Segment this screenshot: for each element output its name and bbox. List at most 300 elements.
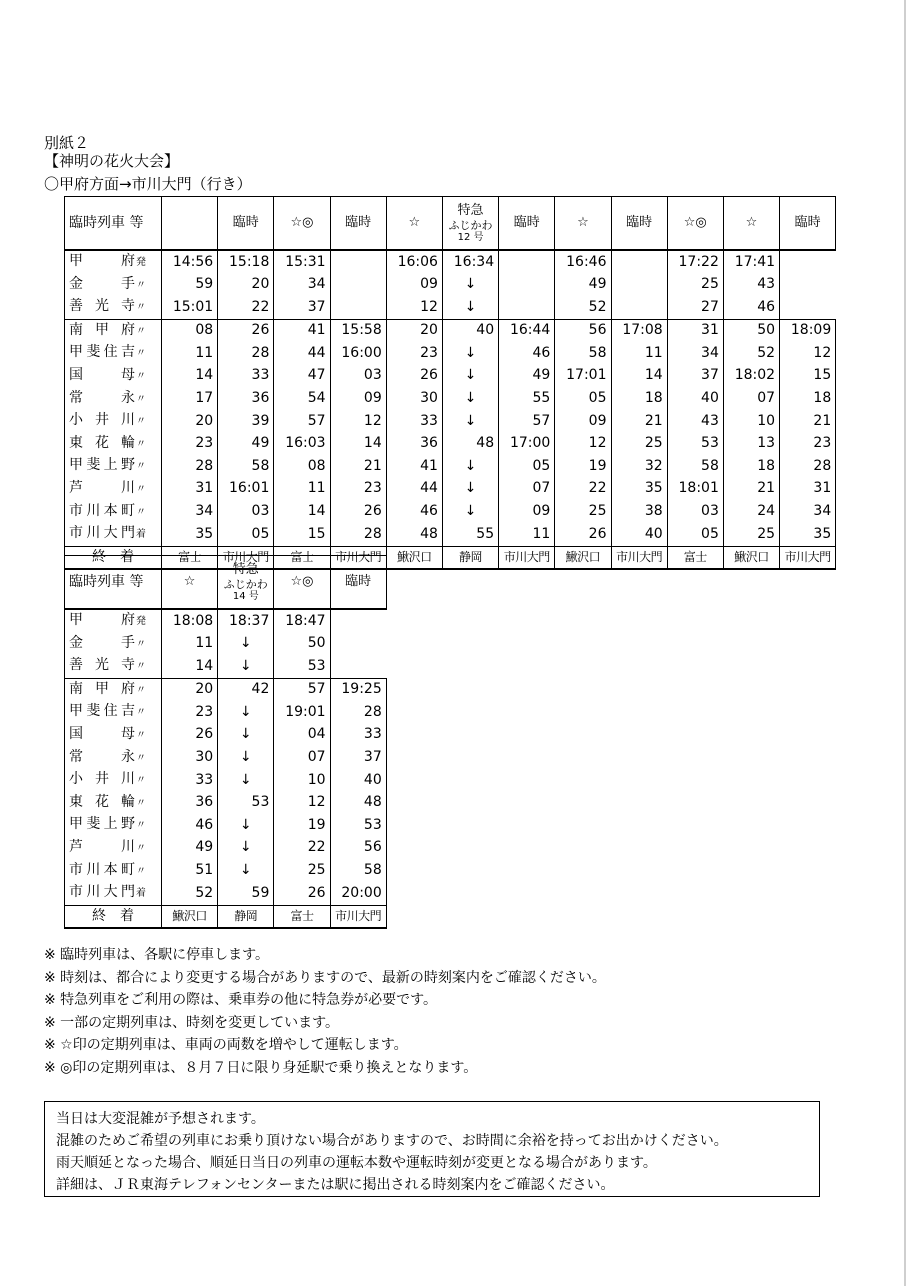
table-row [65, 814, 387, 837]
station-cell [65, 633, 162, 656]
time-cell: 07 [499, 478, 555, 501]
note-item: ※ 一部の定期列車は、時刻を変更しています。 [44, 1014, 340, 1031]
time-cell: 18 [780, 388, 836, 411]
station-suffix: 〃 [136, 461, 146, 473]
station-name: 東花輪 [69, 793, 135, 810]
time-cell: 58 [555, 342, 611, 365]
time-cell: 28 [330, 701, 386, 724]
station-name: 芦川 [69, 838, 135, 855]
time-cell: 21 [611, 410, 667, 433]
time-cell: 19:01 [274, 701, 330, 724]
table-row [65, 478, 836, 501]
train-number: 12 号 [457, 231, 484, 243]
time-cell: 19 [274, 814, 330, 837]
time-cell: 08 [274, 455, 330, 478]
train-type: ☆ [183, 574, 196, 589]
time-cell: 19:25 [330, 678, 386, 701]
station-name: 市川大門 [69, 525, 135, 542]
train-type: 臨時 [232, 215, 259, 230]
time-cell: 09 [499, 501, 555, 524]
note-item: ※ 特急列車をご利用の際は、乗車券の他に特急券が必要です。 [44, 992, 438, 1009]
time-cell [330, 296, 386, 319]
time-cell: 31 [780, 478, 836, 501]
notes-list [44, 944, 606, 1080]
time-cell: ↓ [442, 365, 498, 388]
time-cell: 40 [667, 388, 723, 411]
table-row [65, 250, 836, 274]
direction-heading: 〇甲府方面→市川大門（行き） [44, 175, 252, 193]
station-cell [65, 860, 162, 883]
destination-cell: 市川大門 [499, 546, 555, 569]
table-row [65, 455, 836, 478]
time-cell: 09 [386, 274, 442, 297]
time-cell [330, 633, 386, 656]
destination-cell: 富士 [667, 546, 723, 569]
table-row [65, 410, 836, 433]
station-cell [65, 365, 162, 388]
time-cell: 47 [274, 365, 330, 388]
destination-cell: 静岡 [442, 546, 498, 569]
table-row [65, 296, 836, 319]
time-cell: 30 [386, 388, 442, 411]
time-cell: ↓ [218, 769, 274, 792]
time-cell: ↓ [218, 747, 274, 770]
table-row [65, 342, 836, 365]
time-cell: 14 [162, 365, 218, 388]
time-cell: 46 [386, 501, 442, 524]
time-cell: 27 [667, 296, 723, 319]
time-cell: 35 [780, 523, 836, 546]
station-suffix: 〃 [136, 638, 146, 650]
station-name: 善光寺 [69, 657, 135, 674]
table-row [65, 724, 387, 747]
station-name: 善光寺 [69, 298, 135, 315]
time-cell: 17:41 [723, 250, 779, 274]
time-cell [499, 274, 555, 297]
time-cell: 18:47 [274, 609, 330, 633]
time-cell: 37 [330, 747, 386, 770]
destination-label: 終 着 [65, 905, 162, 928]
table-row [65, 633, 387, 656]
table-row [65, 388, 836, 411]
time-cell: 37 [667, 365, 723, 388]
station-cell [65, 388, 162, 411]
station-cell [65, 478, 162, 501]
station-suffix: 着 [136, 888, 146, 900]
time-cell: 12 [330, 410, 386, 433]
time-cell: 26 [330, 501, 386, 524]
station-name: 常永 [69, 748, 135, 765]
station-suffix: 〃 [136, 393, 146, 405]
info-line: 雨天順延となった場合、順延日当日の列車の運転本数や運転時刻が変更となる場合があります。 [56, 1155, 657, 1171]
table-row [65, 523, 836, 546]
time-cell: 37 [274, 296, 330, 319]
time-cell: ↓ [442, 455, 498, 478]
time-cell: 40 [442, 319, 498, 342]
station-suffix: 〃 [136, 842, 146, 854]
time-cell: 34 [780, 501, 836, 524]
time-cell: 18:08 [162, 609, 218, 633]
time-cell: 46 [162, 814, 218, 837]
time-cell: 25 [723, 523, 779, 546]
train-type-header [274, 556, 330, 610]
table-row [65, 769, 387, 792]
time-cell: 20 [162, 678, 218, 701]
time-cell: ↓ [218, 701, 274, 724]
train-type: 特急 [457, 202, 484, 218]
time-cell: 59 [162, 274, 218, 297]
time-cell: 57 [274, 678, 330, 701]
time-cell: 49 [555, 274, 611, 297]
time-cell: 12 [555, 433, 611, 456]
time-cell: 33 [218, 365, 274, 388]
time-cell: 49 [499, 365, 555, 388]
station-cell [65, 814, 162, 837]
header-label: 臨時列車 等 [65, 556, 162, 610]
station-suffix: 〃 [136, 370, 146, 382]
time-cell: 18 [723, 455, 779, 478]
station-cell [65, 747, 162, 770]
station-cell [65, 410, 162, 433]
station-name: 東花輪 [69, 434, 135, 451]
time-cell: 52 [723, 342, 779, 365]
train-name: ふじかわ [223, 577, 268, 591]
timetable-main [64, 196, 836, 570]
info-line: 当日は大変混雑が予想されます。 [56, 1111, 265, 1127]
destination-cell: 鰍沢口 [162, 905, 218, 928]
time-cell: 53 [330, 814, 386, 837]
time-cell: 58 [667, 455, 723, 478]
station-suffix: 〃 [136, 865, 146, 877]
time-cell: 49 [162, 837, 218, 860]
time-cell: 15:58 [330, 319, 386, 342]
station-name: 常永 [69, 389, 135, 406]
time-cell: 05 [499, 455, 555, 478]
station-name: 市川本町 [69, 502, 135, 519]
time-cell: 32 [611, 455, 667, 478]
time-cell: ↓ [442, 296, 498, 319]
time-cell: 21 [780, 410, 836, 433]
annex-label: 別紙２ [44, 134, 90, 152]
table-row [65, 501, 836, 524]
time-cell: 36 [162, 792, 218, 815]
station-name: 国母 [69, 366, 135, 383]
destination-cell: 市川大門 [780, 546, 836, 569]
time-cell: 26 [218, 319, 274, 342]
time-cell: 38 [611, 501, 667, 524]
time-cell: 48 [386, 523, 442, 546]
train-type-header [218, 556, 274, 610]
time-cell [499, 250, 555, 274]
time-cell: 05 [218, 523, 274, 546]
station-name: 市川大門 [69, 884, 135, 901]
station-name: 甲斐住吉 [69, 703, 135, 720]
time-cell: ↓ [442, 274, 498, 297]
time-cell: 17:08 [611, 319, 667, 342]
train-type-header [780, 197, 836, 251]
time-cell: 58 [330, 860, 386, 883]
time-cell: 33 [330, 724, 386, 747]
time-cell: 12 [386, 296, 442, 319]
station-suffix: 〃 [136, 506, 146, 518]
destination-cell: 富士 [162, 546, 218, 569]
time-cell [780, 250, 836, 274]
time-cell: 56 [555, 319, 611, 342]
time-cell: 39 [218, 410, 274, 433]
time-cell: 41 [386, 455, 442, 478]
time-cell [611, 250, 667, 274]
time-cell: 15 [780, 365, 836, 388]
time-cell: 15 [274, 523, 330, 546]
time-cell: 26 [386, 365, 442, 388]
time-cell [780, 296, 836, 319]
time-cell: 31 [162, 478, 218, 501]
destination-label: 終 着 [65, 546, 162, 569]
time-cell: 18 [611, 388, 667, 411]
timetable-late [64, 555, 387, 929]
time-cell: 24 [723, 501, 779, 524]
time-cell: 11 [274, 478, 330, 501]
time-cell: ↓ [442, 478, 498, 501]
time-cell: 50 [274, 633, 330, 656]
time-cell: 03 [667, 501, 723, 524]
table-row [65, 274, 836, 297]
train-type: ☆ [745, 215, 758, 230]
time-cell: 46 [499, 342, 555, 365]
time-cell: 23 [386, 342, 442, 365]
time-cell: ↓ [218, 655, 274, 678]
time-cell: 58 [218, 455, 274, 478]
train-type: ☆◎ [290, 574, 314, 589]
time-cell: 26 [162, 724, 218, 747]
train-type: ☆◎ [290, 215, 314, 230]
time-cell: 33 [162, 769, 218, 792]
time-cell: 48 [330, 792, 386, 815]
time-cell: 16:46 [555, 250, 611, 274]
time-cell: 46 [723, 296, 779, 319]
time-cell: 18:09 [780, 319, 836, 342]
note-item: ※ 時刻は、都合により変更する場合がありますので、最新の時刻案内をご確認ください。 [44, 969, 606, 986]
train-type: ☆◎ [683, 215, 707, 230]
time-cell: 17:00 [499, 433, 555, 456]
station-suffix: 〃 [136, 820, 146, 832]
station-suffix: 〃 [136, 684, 146, 696]
time-cell: 07 [723, 388, 779, 411]
station-cell [65, 455, 162, 478]
time-cell: 11 [162, 342, 218, 365]
time-cell: 31 [667, 319, 723, 342]
train-type-header [330, 556, 386, 610]
train-type: 臨時 [794, 215, 821, 230]
train-type: 特急 [232, 561, 259, 577]
time-cell: 34 [162, 501, 218, 524]
table-row [65, 609, 387, 633]
station-suffix: 〃 [136, 729, 146, 741]
table-row [65, 433, 836, 456]
time-cell: 16:01 [218, 478, 274, 501]
time-cell: 44 [274, 342, 330, 365]
time-cell [330, 250, 386, 274]
station-suffix: 〃 [136, 416, 146, 428]
time-cell: 14:56 [162, 250, 218, 274]
train-type-header [162, 197, 218, 251]
table-row [65, 860, 387, 883]
time-cell: 18:37 [218, 609, 274, 633]
station-name: 甲斐住吉 [69, 344, 135, 361]
time-cell: 25 [555, 501, 611, 524]
station-cell [65, 792, 162, 815]
time-cell: ↓ [218, 814, 274, 837]
station-name: 小井川 [69, 412, 135, 429]
time-cell: 20 [386, 319, 442, 342]
destination-cell: 市川大門 [611, 546, 667, 569]
train-type-header [555, 197, 611, 251]
time-cell: 20 [162, 410, 218, 433]
time-cell: 25 [667, 274, 723, 297]
station-cell [65, 655, 162, 678]
table-row [65, 701, 387, 724]
time-cell [611, 274, 667, 297]
station-name: 小井川 [69, 771, 135, 788]
time-cell: 55 [499, 388, 555, 411]
station-suffix: 〃 [136, 752, 146, 764]
table-row [65, 837, 387, 860]
train-type-header [723, 197, 779, 251]
time-cell: 12 [780, 342, 836, 365]
station-suffix: 着 [136, 529, 146, 541]
time-cell: 42 [218, 678, 274, 701]
station-name: 国母 [69, 725, 135, 742]
station-cell [65, 769, 162, 792]
station-cell [65, 296, 162, 319]
station-suffix: 〃 [136, 302, 146, 314]
table-row [65, 747, 387, 770]
train-type-header [218, 197, 274, 251]
station-name: 甲府 [69, 612, 135, 628]
time-cell: 16:00 [330, 342, 386, 365]
time-cell: 40 [611, 523, 667, 546]
time-cell: 23 [162, 433, 218, 456]
time-cell: 59 [218, 882, 274, 905]
time-cell: 20:00 [330, 882, 386, 905]
time-cell: 16:03 [274, 433, 330, 456]
time-cell: 17:22 [667, 250, 723, 274]
station-name: 金手 [69, 275, 135, 292]
time-cell: 43 [723, 274, 779, 297]
station-suffix: 〃 [136, 707, 146, 719]
time-cell: 21 [330, 455, 386, 478]
time-cell: 15:31 [274, 250, 330, 274]
time-cell: 52 [555, 296, 611, 319]
time-cell: 40 [330, 769, 386, 792]
station-cell [65, 319, 162, 342]
station-cell [65, 724, 162, 747]
time-cell: 35 [611, 478, 667, 501]
time-cell: 44 [386, 478, 442, 501]
time-cell: 13 [723, 433, 779, 456]
time-cell: 08 [162, 319, 218, 342]
time-cell: 34 [667, 342, 723, 365]
station-suffix: 発 [136, 257, 146, 268]
time-cell: ↓ [218, 837, 274, 860]
time-cell: 11 [611, 342, 667, 365]
station-cell [65, 837, 162, 860]
station-name: 金手 [69, 634, 135, 651]
time-cell: 35 [162, 523, 218, 546]
time-cell: 10 [723, 410, 779, 433]
note-item: ※ ☆印の定期列車は、車両の両数を増やして運転します。 [44, 1037, 408, 1054]
train-type-header [442, 197, 498, 251]
time-cell: 14 [274, 501, 330, 524]
note-item: ※ 臨時列車は、各駅に停車します。 [44, 947, 270, 963]
time-cell: 41 [274, 319, 330, 342]
time-cell: 12 [274, 792, 330, 815]
station-cell [65, 523, 162, 546]
time-cell: 36 [218, 388, 274, 411]
station-suffix: 〃 [136, 279, 146, 291]
note-item: ※ ◎印の定期列車は、８月７日に限り身延駅で乗り換えとなります。 [44, 1059, 478, 1076]
train-type-header [274, 197, 330, 251]
train-type-header [611, 197, 667, 251]
time-cell: 28 [780, 455, 836, 478]
train-type: 臨時 [513, 215, 540, 230]
time-cell [330, 655, 386, 678]
train-type: ☆ [408, 215, 421, 230]
station-cell [65, 250, 162, 274]
time-cell: 57 [274, 410, 330, 433]
time-cell: 52 [162, 882, 218, 905]
time-cell: 48 [442, 433, 498, 456]
time-cell: 14 [611, 365, 667, 388]
time-cell: 22 [274, 837, 330, 860]
time-cell: 04 [274, 724, 330, 747]
time-cell: ↓ [442, 410, 498, 433]
train-number: 14 号 [232, 590, 259, 602]
time-cell: 26 [555, 523, 611, 546]
time-cell: 33 [386, 410, 442, 433]
station-cell [65, 501, 162, 524]
time-cell: 19 [555, 455, 611, 478]
train-type: 臨時 [345, 215, 372, 230]
train-type-header [386, 197, 442, 251]
time-cell [499, 296, 555, 319]
destination-cell: 市川大門 [330, 546, 386, 569]
train-type: 臨時 [345, 574, 372, 589]
station-name: 南甲府 [69, 321, 135, 338]
destination-cell: 鰍沢口 [386, 546, 442, 569]
time-cell: 17 [162, 388, 218, 411]
time-cell: 21 [723, 478, 779, 501]
time-cell: 22 [218, 296, 274, 319]
table-row [65, 319, 836, 342]
header-label: 臨時列車 等 [65, 197, 162, 251]
time-cell: 22 [555, 478, 611, 501]
time-cell: 23 [780, 433, 836, 456]
station-name: 市川本町 [69, 861, 135, 878]
time-cell: 15:18 [218, 250, 274, 274]
time-cell: 09 [555, 410, 611, 433]
table-row [65, 882, 387, 905]
train-type-header [667, 197, 723, 251]
station-cell [65, 701, 162, 724]
time-cell: 03 [218, 501, 274, 524]
destination-cell: 鰍沢口 [555, 546, 611, 569]
time-cell: 05 [667, 523, 723, 546]
event-title: 【神明の花火大会】 [44, 152, 180, 170]
station-name: 甲府 [69, 253, 135, 269]
station-cell [65, 342, 162, 365]
station-cell [65, 609, 162, 633]
